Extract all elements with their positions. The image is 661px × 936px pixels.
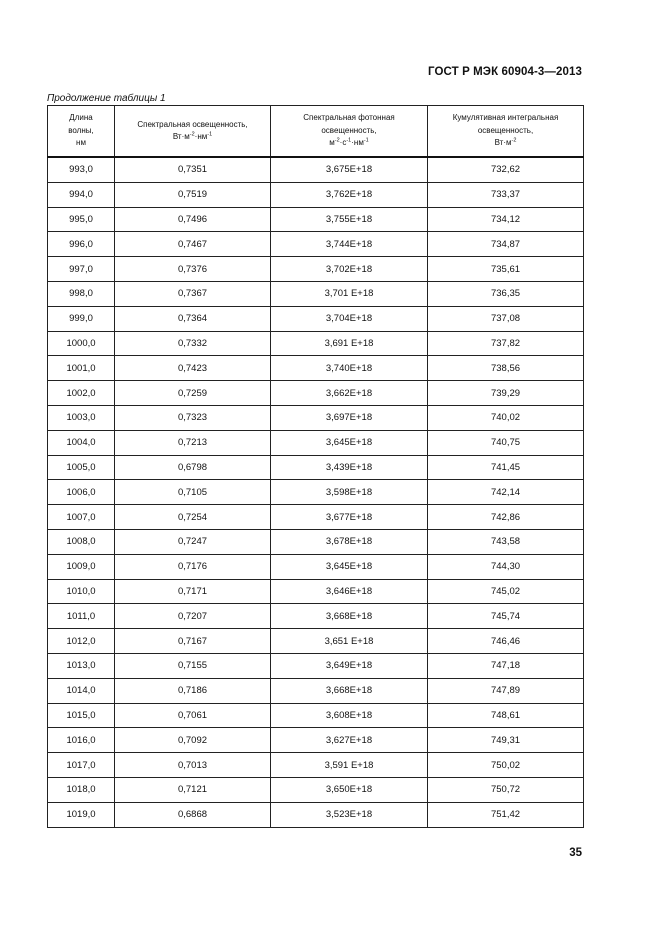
- cell-cumulative-irradiance: 750,02: [428, 753, 584, 778]
- document-code: ГОСТ Р МЭК 60904-3—2013: [428, 66, 582, 78]
- cell-spectral-irradiance: 0,7155: [115, 653, 271, 678]
- cell-photon-irradiance: 3,744E+18: [271, 232, 428, 257]
- cell-cumulative-irradiance: 742,14: [428, 480, 584, 505]
- cell-photon-irradiance: 3,702E+18: [271, 257, 428, 282]
- cell-wavelength: 1000,0: [48, 331, 115, 356]
- cell-spectral-irradiance: 0,7423: [115, 356, 271, 381]
- cell-wavelength: 1005,0: [48, 455, 115, 480]
- cell-wavelength: 1013,0: [48, 653, 115, 678]
- table-row: [48, 331, 584, 356]
- cell-photon-irradiance: 3,697E+18: [271, 405, 428, 430]
- table-row: [48, 405, 584, 430]
- cell-wavelength: 1007,0: [48, 505, 115, 530]
- cell-cumulative-irradiance: 745,74: [428, 604, 584, 629]
- cell-photon-irradiance: 3,591 E+18: [271, 753, 428, 778]
- cell-wavelength: 997,0: [48, 257, 115, 282]
- table-row: [48, 306, 584, 331]
- cell-cumulative-irradiance: 732,62: [428, 157, 584, 182]
- header-photon-irradiance: Спектральная фотонная освещенность, $м^{-2}\cdot с^{-1}\cdot нм^{-1}$: [271, 106, 428, 158]
- cell-spectral-irradiance: 0,7186: [115, 678, 271, 703]
- cell-spectral-irradiance: 0,7323: [115, 405, 271, 430]
- cell-cumulative-irradiance: 736,35: [428, 281, 584, 306]
- page-number: 35: [569, 847, 582, 859]
- cell-cumulative-irradiance: 748,61: [428, 703, 584, 728]
- table-row: [48, 678, 584, 703]
- cell-wavelength: 1003,0: [48, 405, 115, 430]
- cell-spectral-irradiance: 0,7171: [115, 579, 271, 604]
- table-body: [48, 157, 584, 827]
- table-row: [48, 802, 584, 827]
- table-row: [48, 579, 584, 604]
- table-row: [48, 653, 584, 678]
- table-continuation-label: Продолжение таблицы 1: [47, 93, 166, 104]
- cell-cumulative-irradiance: 750,72: [428, 777, 584, 802]
- cell-wavelength: 1012,0: [48, 629, 115, 654]
- cell-wavelength: 998,0: [48, 281, 115, 306]
- table-row: [48, 554, 584, 579]
- table-row: [48, 430, 584, 455]
- cell-spectral-irradiance: 0,7519: [115, 182, 271, 207]
- cell-cumulative-irradiance: 745,02: [428, 579, 584, 604]
- cell-wavelength: 1014,0: [48, 678, 115, 703]
- cell-spectral-irradiance: 0,7364: [115, 306, 271, 331]
- cell-spectral-irradiance: 0,7176: [115, 554, 271, 579]
- cell-spectral-irradiance: 0,7367: [115, 281, 271, 306]
- cell-wavelength: 996,0: [48, 232, 115, 257]
- cell-photon-irradiance: 3,598E+18: [271, 480, 428, 505]
- cell-cumulative-irradiance: 746,46: [428, 629, 584, 654]
- cell-photon-irradiance: 3,645E+18: [271, 554, 428, 579]
- table-row: [48, 753, 584, 778]
- cell-wavelength: 1017,0: [48, 753, 115, 778]
- cell-photon-irradiance: 3,662E+18: [271, 381, 428, 406]
- cell-photon-irradiance: 3,691 E+18: [271, 331, 428, 356]
- table-row: [48, 480, 584, 505]
- cell-cumulative-irradiance: 739,29: [428, 381, 584, 406]
- cell-photon-irradiance: 3,677E+18: [271, 505, 428, 530]
- cell-cumulative-irradiance: 734,87: [428, 232, 584, 257]
- cell-spectral-irradiance: 0,7254: [115, 505, 271, 530]
- cell-spectral-irradiance: 0,7467: [115, 232, 271, 257]
- cell-spectral-irradiance: 0,7247: [115, 529, 271, 554]
- cell-wavelength: 1011,0: [48, 604, 115, 629]
- table-row: [48, 529, 584, 554]
- cell-wavelength: 1001,0: [48, 356, 115, 381]
- cell-spectral-irradiance: 0,7105: [115, 480, 271, 505]
- cell-photon-irradiance: 3,650E+18: [271, 777, 428, 802]
- cell-photon-irradiance: 3,668E+18: [271, 604, 428, 629]
- cell-wavelength: 1016,0: [48, 728, 115, 753]
- table-row: [48, 629, 584, 654]
- cell-spectral-irradiance: 0,7376: [115, 257, 271, 282]
- cell-spectral-irradiance: 0,6868: [115, 802, 271, 827]
- cell-cumulative-irradiance: 737,08: [428, 306, 584, 331]
- cell-spectral-irradiance: 0,7351: [115, 157, 271, 182]
- table-row: [48, 281, 584, 306]
- cell-wavelength: 1009,0: [48, 554, 115, 579]
- cell-spectral-irradiance: 0,7213: [115, 430, 271, 455]
- cell-spectral-irradiance: 0,7092: [115, 728, 271, 753]
- cell-spectral-irradiance: 0,6798: [115, 455, 271, 480]
- cell-photon-irradiance: 3,646E+18: [271, 579, 428, 604]
- cell-photon-irradiance: 3,439E+18: [271, 455, 428, 480]
- cell-wavelength: 993,0: [48, 157, 115, 182]
- header-wavelength: Длина волны, нм: [48, 106, 115, 158]
- cell-cumulative-irradiance: 740,75: [428, 430, 584, 455]
- cell-cumulative-irradiance: 742,86: [428, 505, 584, 530]
- table-row: [48, 777, 584, 802]
- table-row: [48, 381, 584, 406]
- cell-photon-irradiance: 3,762E+18: [271, 182, 428, 207]
- cell-spectral-irradiance: 0,7013: [115, 753, 271, 778]
- cell-cumulative-irradiance: 737,82: [428, 331, 584, 356]
- cell-cumulative-irradiance: 734,12: [428, 207, 584, 232]
- spectral-irradiance-table: [47, 105, 584, 828]
- cell-cumulative-irradiance: 741,45: [428, 455, 584, 480]
- cell-wavelength: 1015,0: [48, 703, 115, 728]
- header-spectral-irradiance: Спектральная освещенность, $Вт\cdot м^{-2}\cdot нм^{-1}$: [115, 106, 271, 158]
- cell-cumulative-irradiance: 751,42: [428, 802, 584, 827]
- cell-photon-irradiance: 3,645E+18: [271, 430, 428, 455]
- cell-spectral-irradiance: 0,7121: [115, 777, 271, 802]
- table-row: [48, 703, 584, 728]
- cell-photon-irradiance: 3,678E+18: [271, 529, 428, 554]
- cell-wavelength: 1008,0: [48, 529, 115, 554]
- cell-spectral-irradiance: 0,7167: [115, 629, 271, 654]
- cell-wavelength: 1004,0: [48, 430, 115, 455]
- table-row: [48, 182, 584, 207]
- cell-photon-irradiance: 3,755E+18: [271, 207, 428, 232]
- cell-wavelength: 995,0: [48, 207, 115, 232]
- cell-cumulative-irradiance: 747,89: [428, 678, 584, 703]
- table-row: [48, 728, 584, 753]
- cell-wavelength: 1018,0: [48, 777, 115, 802]
- cell-wavelength: 1010,0: [48, 579, 115, 604]
- cell-cumulative-irradiance: 740,02: [428, 405, 584, 430]
- cell-cumulative-irradiance: 738,56: [428, 356, 584, 381]
- cell-photon-irradiance: 3,740E+18: [271, 356, 428, 381]
- cell-spectral-irradiance: 0,7259: [115, 381, 271, 406]
- cell-wavelength: 999,0: [48, 306, 115, 331]
- table-row: [48, 157, 584, 182]
- cell-wavelength: 994,0: [48, 182, 115, 207]
- table-row: [48, 232, 584, 257]
- cell-photon-irradiance: 3,627E+18: [271, 728, 428, 753]
- cell-photon-irradiance: 3,523E+18: [271, 802, 428, 827]
- cell-wavelength: 1002,0: [48, 381, 115, 406]
- cell-photon-irradiance: 3,649E+18: [271, 653, 428, 678]
- table-row: [48, 505, 584, 530]
- cell-photon-irradiance: 3,668E+18: [271, 678, 428, 703]
- cell-spectral-irradiance: 0,7332: [115, 331, 271, 356]
- cell-cumulative-irradiance: 735,61: [428, 257, 584, 282]
- cell-spectral-irradiance: 0,7061: [115, 703, 271, 728]
- cell-photon-irradiance: 3,701 E+18: [271, 281, 428, 306]
- cell-wavelength: 1019,0: [48, 802, 115, 827]
- cell-cumulative-irradiance: 749,31: [428, 728, 584, 753]
- cell-cumulative-irradiance: 733,37: [428, 182, 584, 207]
- table-row: [48, 257, 584, 282]
- table-row: [48, 455, 584, 480]
- table-header-row: [48, 106, 584, 158]
- cell-photon-irradiance: 3,608E+18: [271, 703, 428, 728]
- cell-wavelength: 1006,0: [48, 480, 115, 505]
- cell-cumulative-irradiance: 743,58: [428, 529, 584, 554]
- cell-photon-irradiance: 3,675E+18: [271, 157, 428, 182]
- cell-cumulative-irradiance: 747,18: [428, 653, 584, 678]
- table-row: [48, 604, 584, 629]
- header-cumulative-irradiance: Кумулятивная интегральная освещенность, $Вт\cdot м^{-2}$: [428, 106, 584, 158]
- cell-photon-irradiance: 3,651 E+18: [271, 629, 428, 654]
- cell-spectral-irradiance: 0,7496: [115, 207, 271, 232]
- cell-cumulative-irradiance: 744,30: [428, 554, 584, 579]
- table-row: [48, 356, 584, 381]
- table-row: [48, 207, 584, 232]
- cell-photon-irradiance: 3,704E+18: [271, 306, 428, 331]
- cell-spectral-irradiance: 0,7207: [115, 604, 271, 629]
